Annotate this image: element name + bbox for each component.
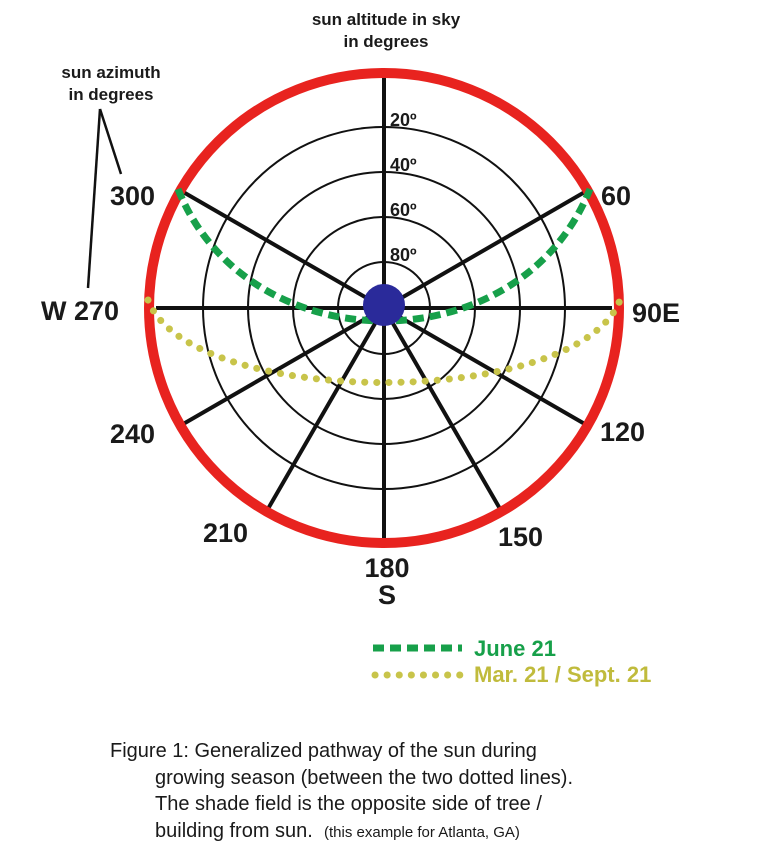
azimuth-label-240: 240 — [110, 419, 156, 449]
azimuth-label-180: 180 — [364, 553, 410, 583]
ring-label-20: 20º — [390, 110, 417, 130]
caption-line-3: The shade field is the opposite side of tree / — [155, 793, 542, 816]
ring-label-60: 60º — [390, 200, 417, 220]
caption-line-2: growing season (between the two dotted lines). — [155, 766, 574, 789]
azimuth-label-210: 210 — [203, 518, 249, 548]
azimuth-label-150: 150 — [498, 522, 544, 552]
azimuth-label-300: 300 — [110, 181, 156, 211]
ring-label-40: 40º — [390, 155, 417, 175]
spoke-150 — [384, 308, 503, 514]
azimuth-label-120: 120 — [600, 417, 646, 447]
caption-line-4-main: building from sun. — [155, 819, 313, 842]
azimuth-pointer-line-2 — [88, 109, 100, 288]
legend-equinox-label: Mar. 21 / Sept. 21 — [474, 662, 652, 687]
figure-caption — [110, 738, 730, 844]
caption-location-note: (this example for Atlanta, GA) — [324, 823, 520, 841]
legend-june-label: June 21 — [474, 636, 556, 661]
sun-marker — [363, 284, 405, 326]
azimuth-label-90: 90E — [632, 298, 681, 328]
altitude-title-line1: sun altitude in sky — [311, 10, 461, 29]
ring-label-80: 80º — [390, 245, 417, 265]
azimuth-title-line2: in degrees — [68, 85, 154, 104]
spoke-210 — [265, 308, 384, 514]
azimuth-label-270: W 270 — [41, 296, 120, 326]
azimuth-title-line1: sun azimuth — [61, 63, 161, 82]
spoke-240 — [178, 308, 384, 427]
caption-line-1: Figure 1: Generalized pathway of the sun during — [110, 740, 537, 762]
azimuth-pointer-line-1 — [100, 109, 121, 174]
spoke-300 — [178, 189, 384, 308]
azimuth-label-60: 60 — [601, 181, 632, 211]
azimuth-label-s: S — [377, 580, 397, 610]
altitude-title-line2: in degrees — [343, 32, 429, 51]
caption-line-4 — [110, 818, 730, 845]
spoke-120 — [384, 308, 590, 427]
